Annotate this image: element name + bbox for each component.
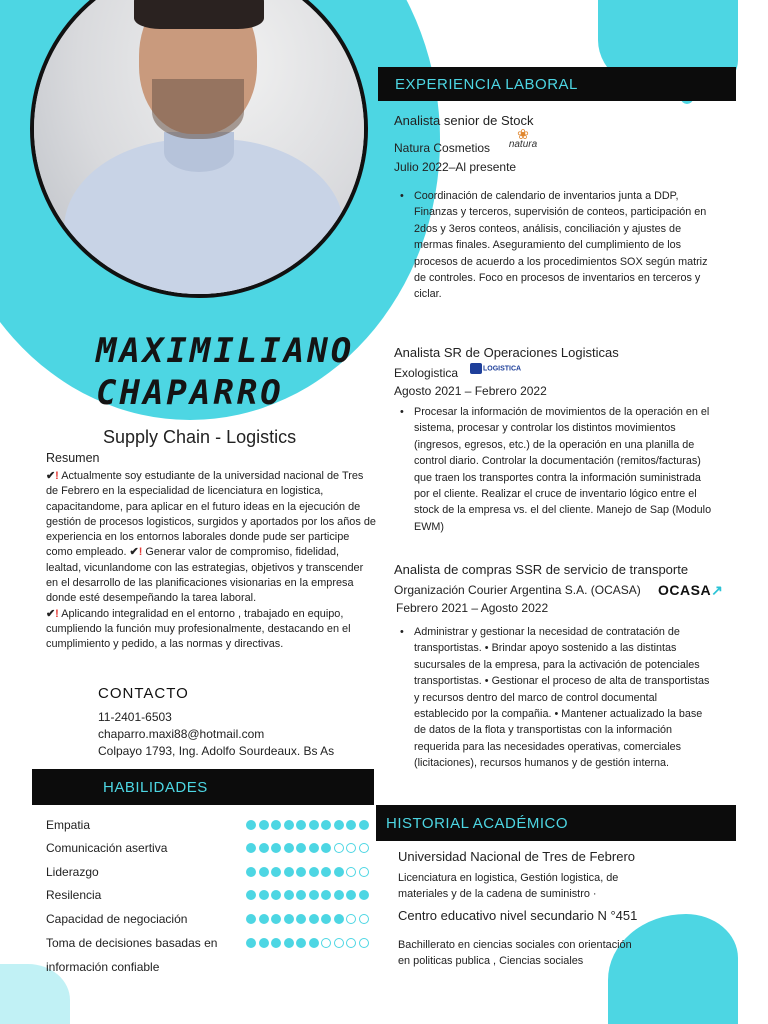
candidate-name [96,330,354,414]
job-bullet: • Procesar la información de movimientos de la operación en el sistema, procesar y controlar los distintos movimientos (ingresos, egresos, etc.) de la operación en una planilla de control diario. Controlar la documentación (remitos/facturas) que traen los transportes contra la información suministrada por el cliente. Realizar el cruce de inventario lógico entre el stock de la empresa vs. el del cliente. Manejo de Sap (Modulo EWM) [398,404,714,535]
profile-photo [30,0,368,298]
skill-dot [334,820,344,830]
skill-dot [346,914,356,924]
skill-dot [271,938,281,948]
skill-dot [309,938,319,948]
skill-dot [284,938,294,948]
check-icon: ✔ [46,470,56,482]
summary-text [46,469,376,653]
exologistica-logo [470,363,521,374]
skill-dot [246,890,256,900]
skill-dot [296,890,306,900]
skill-dot [246,867,256,877]
skill-dot [284,843,294,853]
skill-dot [334,914,344,924]
skill-label: Liderazgo [46,865,99,879]
skill-dot [309,843,319,853]
check-icon: ✔ [46,607,56,620]
skill-level-dots [246,843,369,853]
job-bullet: • Coordinación de calendario de inventarios junta a DDP, Finanzas y terceros, supervisión de conteos, participación en 2dos y 3eros conteos, análisis, conciliación y ajustes de mermas finales. Aseguramiento del cumplimiento de los procesos de acuerdo a los procedimientos SOX según matriz de controles. Foco en procesos de inventarios en terceros y ciclar. [398,188,714,303]
skill-dot [334,843,344,853]
contact-address: Colpayo 1793, Ing. Adolfo Sourdeaux. Bs As [98,744,335,758]
arrow-icon: ↗ [711,582,724,598]
skill-dot [359,820,369,830]
ocasa-logo-word: OCASA [658,582,712,598]
skill-dot [359,890,369,900]
skill-label: Resilencia [46,888,102,902]
skill-dot [271,890,281,900]
exclamation-icon: ! [138,546,143,559]
exclamation-icon: ! [55,470,59,482]
name-line-1: MAXIMILIANO [96,331,355,371]
skill-dot [259,843,269,853]
skill-dot [271,914,281,924]
experience-header [378,67,736,101]
skills-header [32,769,374,805]
skill-label: Capacidad de negociación [46,912,188,926]
exologistica-logo-word: LOGISTICA [483,365,522,373]
skill-dot [259,820,269,830]
skill-dot [309,914,319,924]
academic-detail: Licenciatura en logistica, Gestión logistica, de materiales y de la cadena de suministro · [398,872,619,900]
natura-logo [506,126,540,150]
skill-dot [309,820,319,830]
skill-dot [334,938,344,948]
skill-dot [271,867,281,877]
skill-dot [346,820,356,830]
candidate-role: Supply Chain - Logistics [103,427,297,447]
skill-dot [296,938,306,948]
job-bullet: • Administrar y gestionar la necesidad de contratación de transportistas. • Brindar apoyo sostenido a las distintas sucursales de la empresa, para la activación de potenciales transportistas. • Gestionar el proceso de alta de transportistas y recursos dentro del marco de control documental establecido por la compañia. • Mantener actualizado la base de datos de la flota y transportistas con la información requerida para las necesidades operativas, comerciales (licitaciones), recursos humanos y de gestión interna. [398,624,714,772]
skill-dot [346,938,356,948]
contact-title: CONTACTO [98,685,189,702]
skill-dot [321,867,331,877]
skill-dot [346,867,356,877]
skill-level-dots [246,867,369,877]
skill-dot [246,843,256,853]
skill-level-dots [246,890,369,900]
skill-dot [246,938,256,948]
skill-dot [359,843,369,853]
skill-dot [271,820,281,830]
summary-paragraph-2: Generar valor de compromiso, fidelidad, lealtad, vicunlandome con las estrategias, objetivos y transcender en el desarrollo de las planificaciones visionarias en la empresa donde esté desempeñando la tarea laboral. [46,546,364,605]
skill-dot [359,938,369,948]
skill-dot [259,890,269,900]
summary-paragraph-1: Actualmente soy estudiante de la universidad nacional de Tres de Febrero en la especialidad de licenciatura en logistica, capacitandome, para aplicar en el futuro ideas en la ejecución de gestión de procesos logisticos, surgidos y aportados por los años de experiencia en los entornos laborales donde pude ser participe como empleado. [46,470,376,559]
skill-dot [334,867,344,877]
job-dates: Febrero 2021 – Agosto 2022 [396,601,549,615]
skill-level-dots [246,938,369,948]
job-bullets [398,624,714,772]
skill-dot [321,938,331,948]
skill-dot [284,867,294,877]
contact-phone[interactable]: 11-2401-6503 [98,710,172,724]
skill-dot [359,914,369,924]
skill-dot [296,914,306,924]
exclamation-icon: ! [55,607,59,620]
skill-dot [321,820,331,830]
check-icon: ✔ [129,546,139,559]
skill-dot [309,867,319,877]
job-dates: Agosto 2021 – Febrero 2022 [394,384,547,398]
contact-email[interactable]: chaparro.maxi88@hotmail.com [98,727,265,741]
job-bullets [398,404,714,535]
skill-dot [321,914,331,924]
skill-dot [296,867,306,877]
job-company: Natura Cosmetios [394,141,491,155]
paint-splash-bottom [608,914,738,1024]
skill-dot [321,843,331,853]
skill-dot [246,914,256,924]
job-company: Organización Courier Argentina S.A. (OCASA) [394,583,641,597]
skill-level-dots [246,820,369,830]
academic-institution: Centro educativo nivel secundario N °451 [398,908,638,923]
natura-logo-word: natura [508,139,538,150]
skill-dot [259,914,269,924]
academic-header [376,805,736,841]
natura-flower-icon: ❀ [517,126,529,142]
skill-dot [346,843,356,853]
ocasa-logo [658,582,723,599]
skill-dot [259,867,269,877]
skill-dot [359,867,369,877]
job-title: Analista de compras SSR de servicio de transporte [394,562,689,577]
skill-dot [246,820,256,830]
summary-paragraph-3: Aplicando integralidad en el entorno , trabajado en equipo, cumpliendo la función muy profesionalmente, destacando en el cumplimiento y pedido, a las normas y directivas. [46,607,351,651]
skill-dot [309,890,319,900]
skill-dot [346,890,356,900]
exologistica-mark-icon [470,363,482,374]
skill-label: Empatia [46,818,91,832]
academic-detail: Bachillerato en ciencias sociales con orientación en politicas publica , Ciencias sociales [398,939,632,967]
academic-title: HISTORIAL ACADÉMICO [386,814,569,832]
skill-level-dots [246,914,369,924]
job-company: Exologistica [394,366,459,380]
skill-dot [259,938,269,948]
skill-label: información confiable [46,960,160,974]
name-line-2: CHAPARRO [96,373,284,413]
skill-dot [296,820,306,830]
skill-dot [284,820,294,830]
skill-dot [321,890,331,900]
job-bullets [398,188,714,303]
summary-title: Resumen [46,451,100,465]
job-title: Analista SR de Operaciones Logisticas [394,345,619,360]
job-title: Analista senior de Stock [394,113,534,128]
experience-title: EXPERIENCIA LABORAL [395,75,578,93]
skill-dot [334,890,344,900]
skill-dot [284,914,294,924]
skill-label: Comunicación asertiva [46,841,168,855]
academic-institution: Universidad Nacional de Tres de Febrero [398,849,636,864]
job-dates: Julio 2022–Al presente [394,160,517,174]
skills-title: HABILIDADES [103,778,208,796]
skill-label: Toma de decisiones basadas en [46,936,218,950]
skill-dot [296,843,306,853]
skill-dot [271,843,281,853]
skill-dot [284,890,294,900]
